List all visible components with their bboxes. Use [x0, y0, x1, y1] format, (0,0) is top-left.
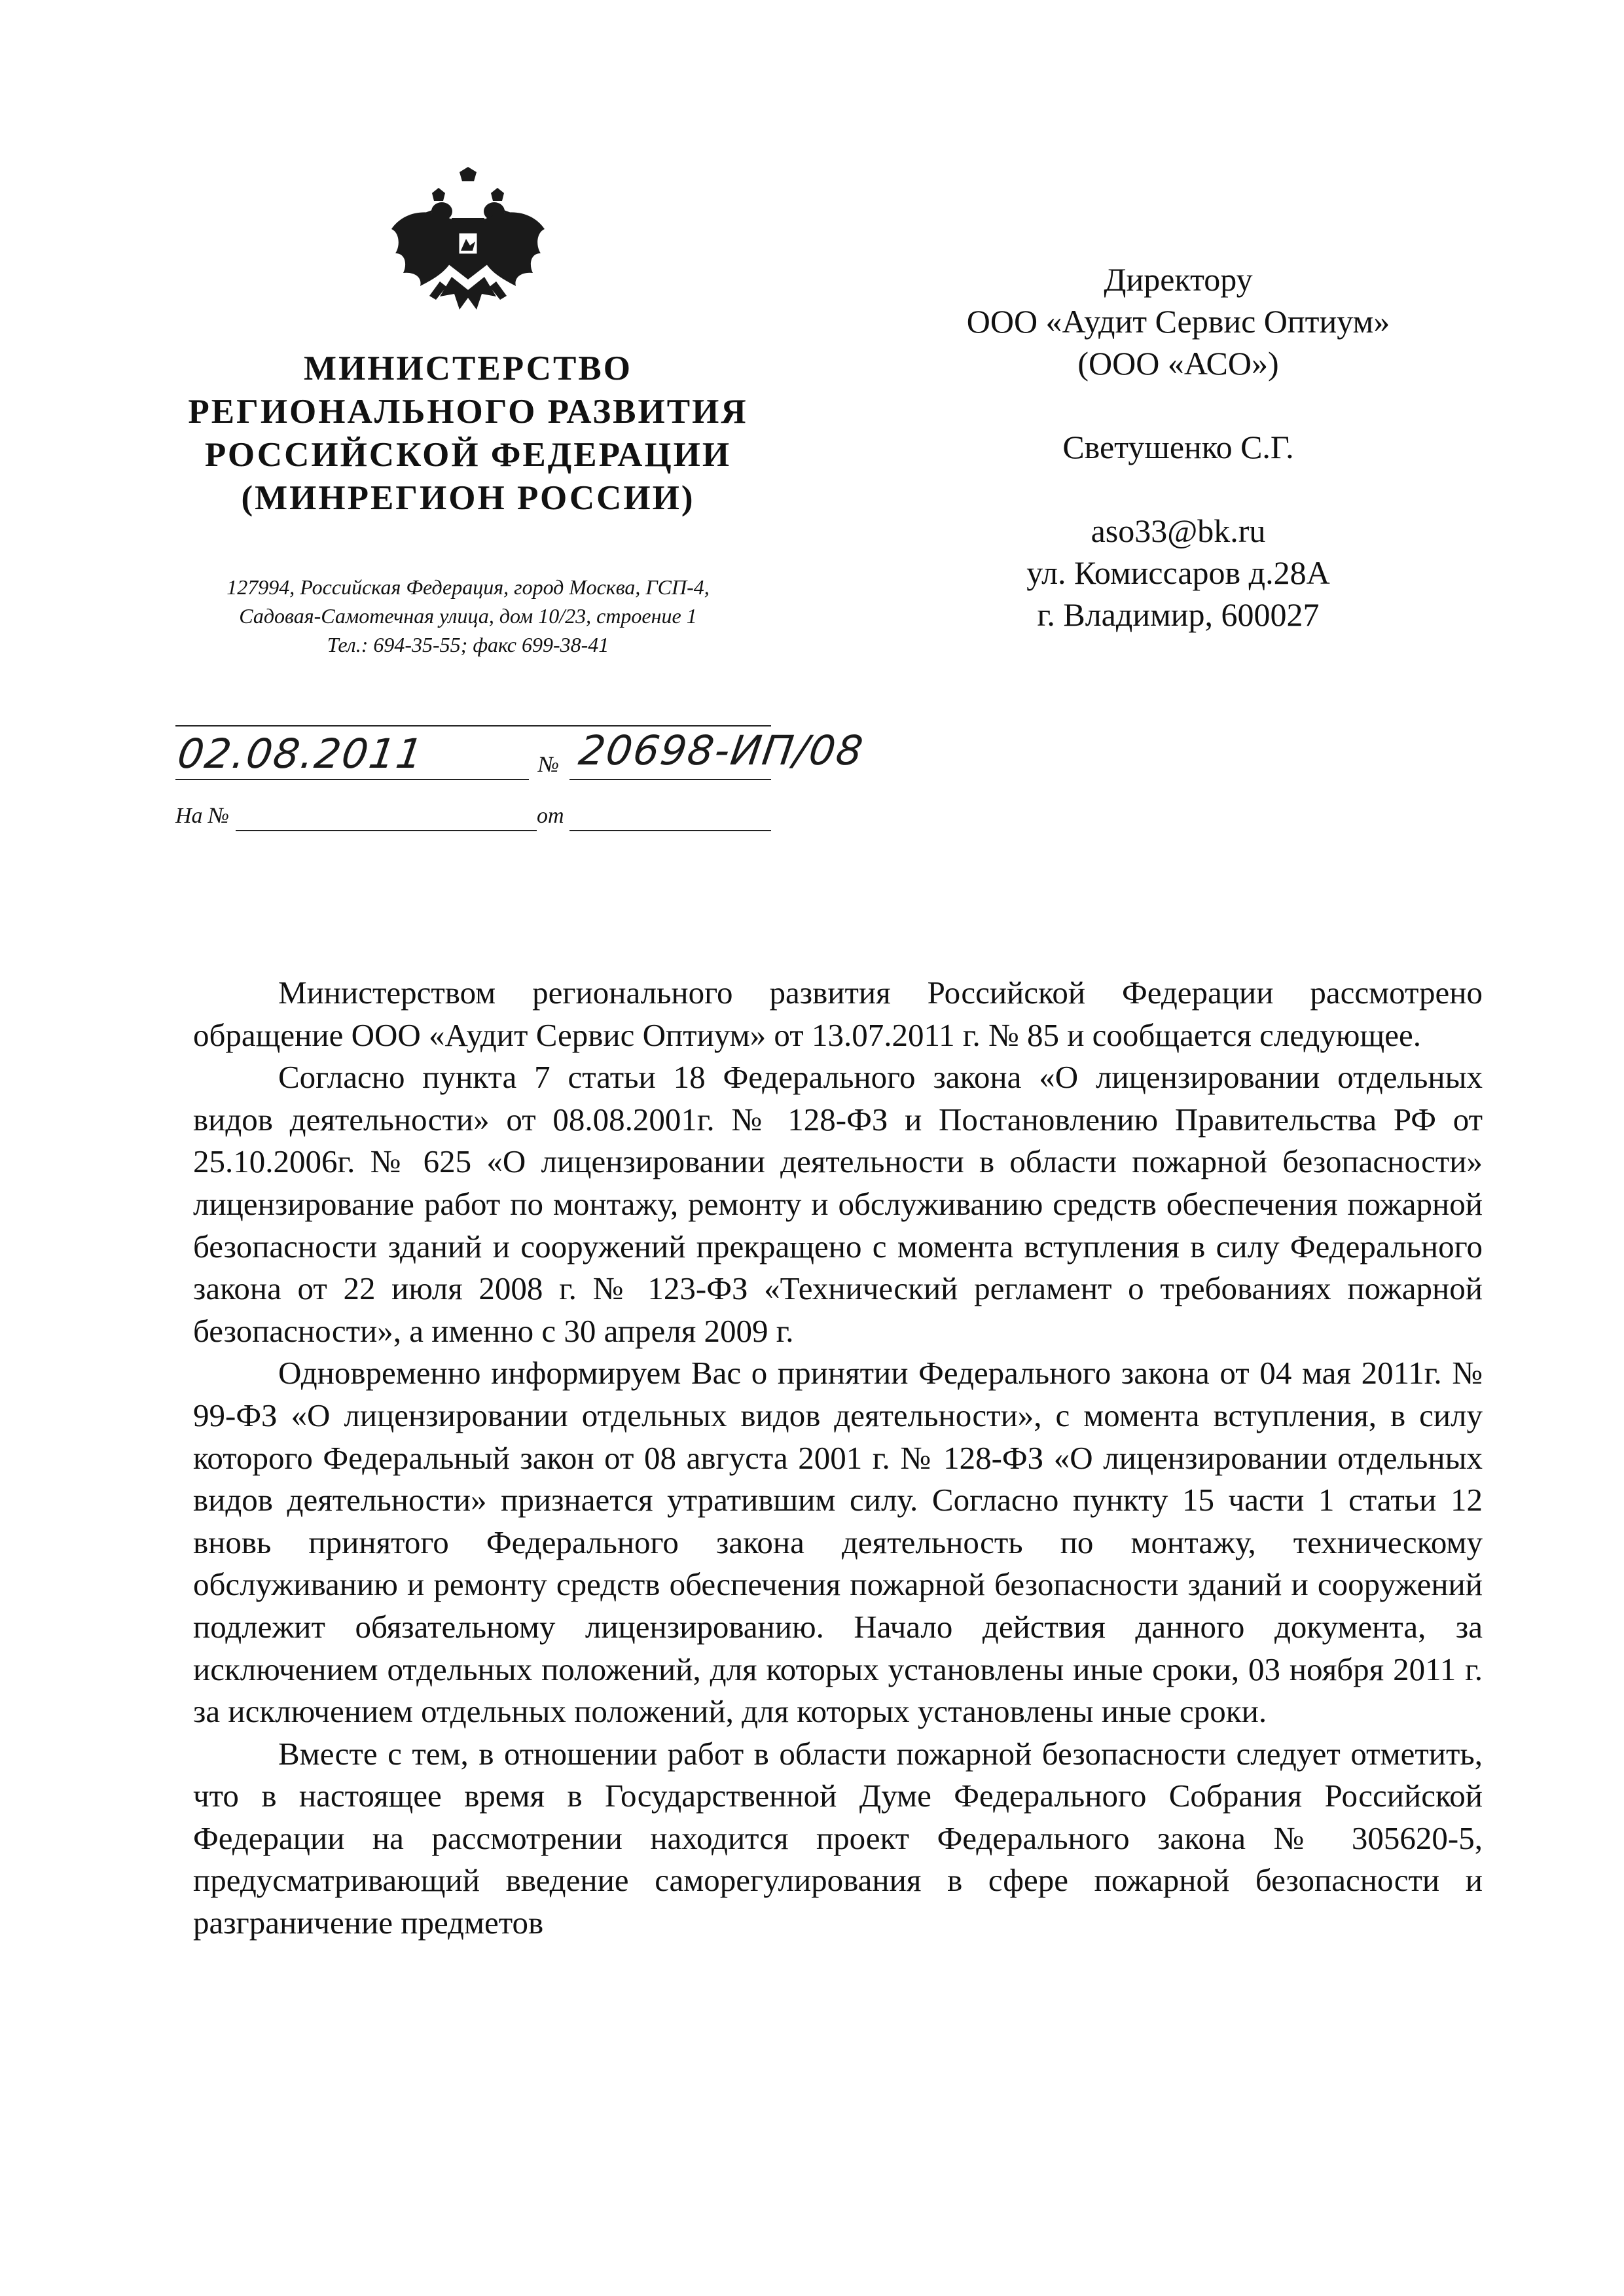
reference-number-line	[236, 830, 537, 831]
body-paragraph: Министерством регионального развития Российской Федерации рассмотрено обращение ООО «Аудит Сервис Оптиум» от 13.07.2011 г. № 85 и сообщается следующее.	[193, 975, 1483, 1053]
addressee-line: ООО «Аудит Сервис Оптиум»	[966, 303, 1390, 340]
ministry-line: (МИНРЕГИОН РОССИИ)	[241, 479, 695, 517]
reference-from-label: от	[537, 804, 564, 828]
registration-number-line	[569, 779, 771, 780]
addressee-line: Директору	[1104, 261, 1253, 298]
body-paragraph: Вместе с тем, в отношении работ в области пожарной безопасности следует отметить, что в настоящее время в Государственной Думе Федерального Собрания Российской Федерации на рассмотрении находится проект Федерального закона № 305620-5, предусматривающий введение саморегулирования в сфере пожарной безопасности и разграничение предметов	[193, 1735, 1483, 1941]
registration-number: 20698-ИП/08	[575, 726, 867, 774]
letter-body	[193, 972, 1483, 1945]
spacer	[851, 384, 1506, 426]
body-paragraph: Согласно пункта 7 статьи 18 Федерального закона «О лицензировании отдельных видов деятельности» от 08.08.2001г. № 128-ФЗ и Постановлению Правительства РФ от 25.10.2006г. № 625 «О лицензировании деятельности в области пожарной безопасности» лицензирование работ по монтажу, ремонту и обслуживанию средств обеспечения пожарной безопасности зданий и сооружений прекращено с момента вступления в силу Федерального закона от 22 июля 2008 г. № 123-ФЗ «Технический регламент о требованиях пожарной безопасности», а именно с 30 апреля 2009 г.	[193, 1059, 1483, 1349]
reference-number-label: На №	[175, 804, 230, 828]
ministry-address	[118, 573, 818, 659]
reference-from-line	[569, 830, 771, 831]
registration-number-label: №	[538, 753, 560, 777]
body-paragraph: Одновременно информируем Вас о принятии Федерального закона от 04 мая 2011г. № 99-ФЗ «О лицензировании отдельных видов деятельности», с момента вступления, в силу которого Федеральный закон от 08 августа 2001 г. № 128-ФЗ «О лицензировании отдельных видов деятельности» признается утратившим силу. Согласно пункту 15 части 1 статьи 12 вновь принятого Федерального закона деятельность по монтажу, техническому обслуживанию и ремонту средств обеспечения пожарной безопасности зданий и сооружений подлежит обязательному лицензированию. Начало действия данного документа, за исключением отдельных положений, для которых установлены иные сроки, 03 ноября 2011 г. за исключением отдельных положений, для которых установлены иные сроки.	[193, 1355, 1483, 1730]
registration-date-line	[175, 779, 529, 780]
addressee-name: Светушенко С.Г.	[1062, 429, 1294, 465]
spacer	[851, 468, 1506, 510]
address-line: 127994, Российская Федерация, город Москва, ГСП-4,	[226, 575, 710, 599]
addressee-email: aso33@bk.ru	[1091, 512, 1266, 549]
ministry-line: МИНИСТЕРСТВО	[304, 350, 632, 387]
ministry-line: РОССИЙСКОЙ ФЕДЕРАЦИИ	[204, 436, 732, 474]
registration-date: 02.08.2011	[174, 730, 427, 778]
ministry-line: РЕГИОНАЛЬНОГО РАЗВИТИЯ	[188, 393, 748, 431]
address-line: Тел.: 694-35-55; факс 699-38-41	[327, 633, 609, 656]
ministry-name	[118, 347, 818, 520]
addressee-street: ул. Комиссаров д.28А	[1026, 554, 1330, 591]
addressee-block	[851, 259, 1506, 636]
addressee-line: (ООО «АСО»)	[1077, 345, 1279, 382]
address-line: Садовая-Самотечная улица, дом 10/23, строение 1	[239, 604, 697, 628]
double-headed-eagle-icon	[386, 167, 550, 331]
addressee-city: г. Владимир, 600027	[1037, 596, 1320, 633]
